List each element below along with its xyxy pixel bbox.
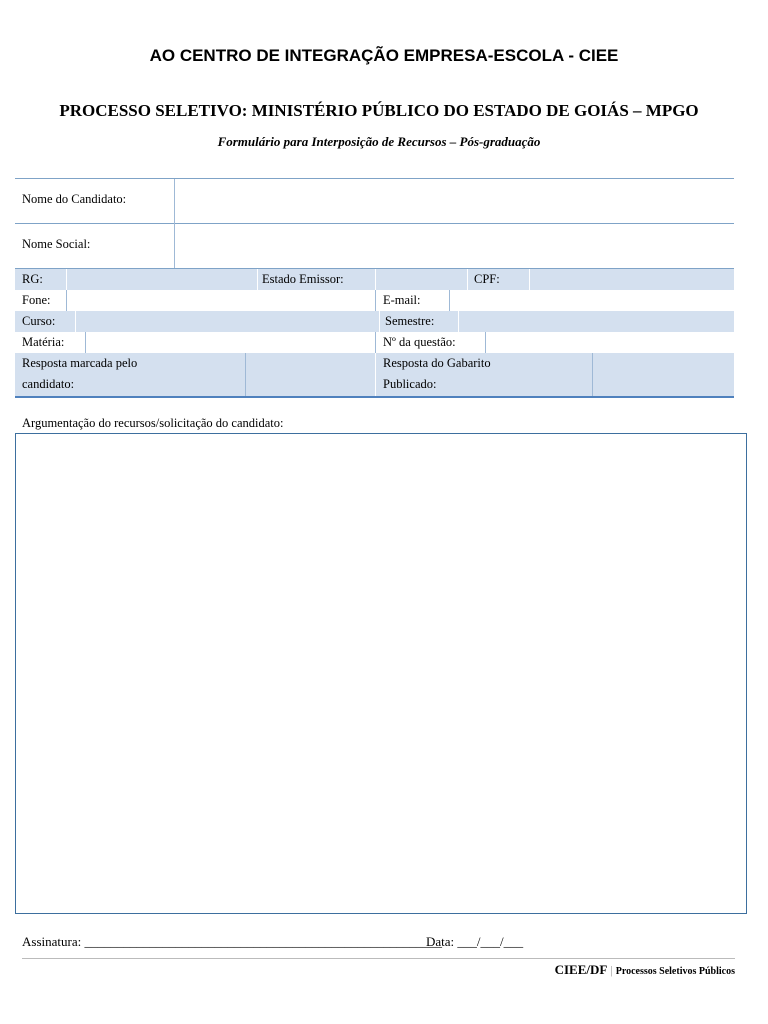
process-title: PROCESSO SELETIVO: MINISTÉRIO PÚBLICO DO ESTADO DE GOIÁS – MPGO <box>59 101 699 120</box>
footer <box>555 961 735 979</box>
footer-brand: CIEE/DF <box>554 962 608 977</box>
semestre-field[interactable] <box>460 312 733 331</box>
resposta-candidato-label-line2: candidato: <box>22 377 75 391</box>
semestre-label: Semestre: <box>385 314 435 328</box>
footer-tagline: Processos Seletivos Públicos <box>615 966 735 977</box>
num-questao-field[interactable] <box>487 333 733 352</box>
curso-label: Curso: <box>22 314 56 328</box>
cpf-field[interactable] <box>531 270 733 289</box>
footer-separator: | <box>610 963 613 977</box>
estado-emissor-label: Estado Emissor: <box>262 272 344 286</box>
nome-candidato-label: Nome do Candidato: <box>22 192 127 206</box>
num-questao-label: Nº da questão: <box>383 335 456 349</box>
cpf-label: CPF: <box>474 272 500 286</box>
email-label: E-mail: <box>383 293 421 307</box>
materia-label: Matéria: <box>22 335 65 349</box>
fone-label: Fone: <box>22 293 51 307</box>
footer-divider <box>22 958 735 959</box>
fone-field[interactable] <box>68 291 374 310</box>
rg-field[interactable] <box>68 270 256 289</box>
materia-field[interactable] <box>87 333 374 352</box>
resposta-gabarito-label-line1: Resposta do Gabarito <box>383 356 491 370</box>
resposta-gabarito-field[interactable] <box>594 354 733 395</box>
rg-label: RG: <box>22 272 43 286</box>
resposta-candidato-label-line1: Resposta marcada pelo <box>22 356 138 370</box>
nome-candidato-field[interactable] <box>176 180 732 222</box>
curso-field[interactable] <box>77 312 378 331</box>
argumentation-label: Argumentação do recursos/solicitação do candidato: <box>22 416 284 430</box>
estado-emissor-field[interactable] <box>377 270 466 289</box>
resposta-candidato-field[interactable] <box>247 354 374 395</box>
signature-line[interactable]: Assinatura: _______________________________________________________ <box>22 934 442 949</box>
argumentation-textarea[interactable] <box>15 433 747 914</box>
resposta-gabarito-label-line2: Publicado: <box>383 377 437 391</box>
email-field[interactable] <box>451 291 733 310</box>
nome-social-label: Nome Social: <box>22 237 91 251</box>
form-name: Formulário para Interposição de Recursos – Pós-graduação <box>217 134 541 149</box>
nome-social-field[interactable] <box>176 225 732 267</box>
page-title: AO CENTRO DE INTEGRAÇÃO EMPRESA-ESCOLA - CIEE <box>149 46 619 65</box>
date-line[interactable]: Data: ___/___/___ <box>426 934 524 949</box>
